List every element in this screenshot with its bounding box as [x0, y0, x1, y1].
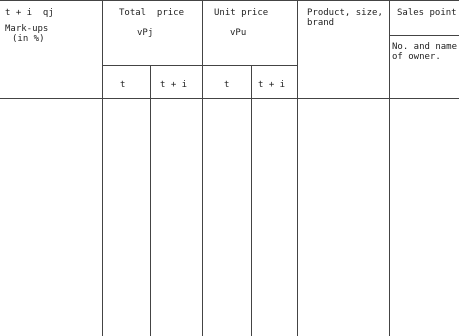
col-divider-2	[202, 0, 203, 336]
unit-price-symbol: vPu	[230, 28, 247, 38]
sales-point-owner-line2: of owner.	[392, 52, 441, 62]
markups-header-line2: Mark-ups	[5, 24, 49, 34]
total-price-sub-t: t	[120, 80, 126, 90]
unit-price-title: Unit price	[214, 8, 269, 18]
col-divider-1	[102, 0, 103, 336]
total-price-title: Total price	[119, 8, 185, 18]
sales-point-owner-line1: No. and name	[392, 42, 458, 52]
total-price-symbol: vPj	[137, 28, 154, 38]
col-divider-total-split	[150, 65, 151, 336]
total-price-sub-ti: t + i	[160, 80, 188, 90]
top-border	[0, 0, 459, 1]
subheader-rule-sales	[389, 35, 459, 36]
markups-header-line1: t + i qj	[5, 8, 54, 18]
sales-point-title: Sales point	[397, 8, 457, 18]
col-divider-4	[389, 0, 390, 336]
col-divider-3	[297, 0, 298, 336]
product-header-line1: Product, size,	[307, 8, 383, 18]
unit-price-sub-ti: t + i	[258, 80, 286, 90]
col-divider-unit-split	[251, 65, 252, 336]
subheader-rule-prices	[102, 65, 297, 66]
markups-header-line3: (in %)	[12, 34, 45, 44]
unit-price-sub-t: t	[224, 80, 230, 90]
header-bottom-rule	[0, 98, 459, 99]
product-header-line2: brand	[307, 18, 335, 28]
